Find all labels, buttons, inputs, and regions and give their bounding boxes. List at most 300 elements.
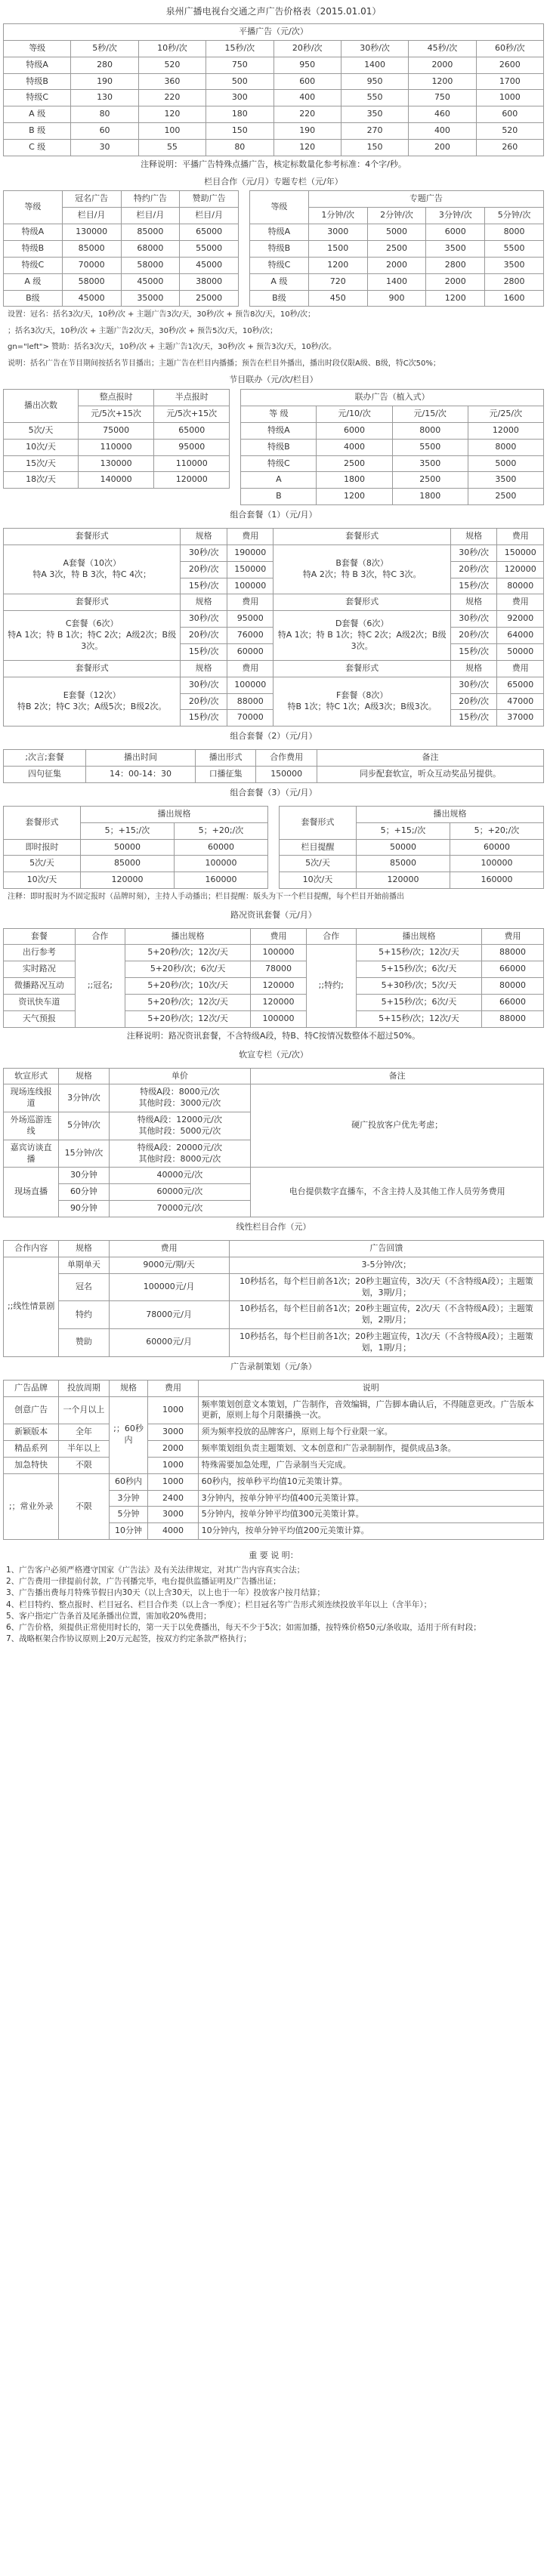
table-cell: 50000 — [356, 839, 450, 856]
table-cell: 25000 — [180, 290, 239, 307]
note-item: 6、广告价格，须提供正常使用时长的，第一天于以免费播出，每天不少于5次；如需加播，按特殊价格50元/条收取，适用于所有时段； — [6, 1623, 481, 1633]
table-row — [4, 290, 544, 307]
table-cell: 须为频率投放的品牌客户，原则上每个行业限一家。 — [198, 1424, 543, 1441]
header-cell: 费用 — [148, 1380, 198, 1396]
header-cell: 规格 — [181, 594, 227, 611]
header-cell: 说明 — [198, 1380, 543, 1396]
table-cell: 10次/天 — [4, 872, 81, 889]
package-desc: 特A 2次；特 B 3次，特C 3次。 — [302, 569, 422, 580]
table-cell: 频率策划组负责主题策划、文本创意和广告录制制作，提供成品3条。 — [198, 1441, 543, 1458]
table-cell: 100000 — [227, 578, 274, 594]
table-cell: 65000 — [497, 677, 544, 693]
table-cell: 95000 — [227, 611, 274, 628]
header-cell: 播出规格 — [125, 928, 250, 945]
table-cell: 5+20秒/次；6次/天 — [125, 961, 250, 978]
table-cell: 2500 — [468, 489, 543, 505]
table-cell: 不限 — [59, 1473, 109, 1539]
package-name: A套餐（10次） — [63, 558, 121, 569]
table-cell: 8000 — [392, 422, 468, 439]
table-cell: 150000 — [227, 561, 274, 578]
table-cell: 不限 — [59, 1457, 109, 1473]
header-cell: 等级 — [250, 191, 309, 224]
table-header-row — [4, 660, 544, 677]
table-row — [4, 73, 544, 90]
table-cell: 8000 — [485, 224, 544, 241]
table-cell: ;;特约; — [306, 945, 356, 1027]
table-cell: 5+30秒/次；5次/天 — [356, 978, 481, 995]
table-cell: 1200 — [317, 489, 392, 505]
table-cell: 85000 — [121, 224, 180, 241]
table-cell: 92000 — [497, 611, 544, 628]
header-cell: 规格 — [181, 529, 227, 545]
table-cell: 实时路况 — [4, 961, 76, 978]
table-row — [4, 240, 544, 257]
table-header-row — [4, 594, 544, 611]
table-cell: 特级C — [4, 90, 71, 106]
header-cell: 5分钟/次 — [485, 208, 544, 224]
table-cell: 190 — [274, 123, 341, 140]
table-cell: 260 — [476, 139, 543, 156]
table-cell: 冠名 — [59, 1273, 109, 1301]
table-row — [4, 611, 544, 628]
table-cell: 550 — [341, 90, 408, 106]
table-cell: 栏目提醒 — [280, 839, 357, 856]
table-cell: 150 — [206, 123, 274, 140]
header-cell: 播出规格 — [356, 806, 543, 822]
table-cell: 200 — [409, 139, 476, 156]
table-cell: 60000 — [227, 644, 274, 661]
table-cell: A — [241, 472, 317, 489]
table-cell: 特级B — [4, 73, 71, 90]
table-cell: 嘉宾访谈直播 — [4, 1140, 59, 1168]
table-cell: 400 — [274, 90, 341, 106]
section-caption: 软宣专栏（元/次） — [239, 1049, 308, 1060]
table-cell: 20秒/次 — [181, 561, 227, 578]
header-cell: 元/15/次 — [392, 406, 468, 423]
table-cell: 750 — [206, 57, 274, 73]
header-cell: 套餐形式 — [4, 660, 181, 677]
table-cell: 66000 — [482, 961, 544, 978]
table-cell: 5000 — [468, 455, 543, 472]
table-cell: 70000 — [227, 710, 274, 727]
package-table-2 — [3, 749, 544, 783]
table-cell: 450 — [308, 290, 367, 307]
table-cell: 47000 — [497, 693, 544, 710]
table-cell: 硬广投放客户优先考虑； — [251, 1084, 544, 1168]
column-cooperation-table — [3, 190, 544, 307]
table-cell: 2800 — [485, 273, 544, 290]
table-cell: 66000 — [482, 995, 544, 1011]
table-cell: 1400 — [367, 273, 426, 290]
table-cell: 15分钟/次 — [59, 1140, 109, 1168]
table-cell: 150000 — [256, 767, 317, 783]
table-cell: 8000 — [468, 439, 543, 455]
table-cell: 120 — [138, 106, 206, 123]
table-cell: 15秒/次 — [181, 578, 227, 594]
table-cell: 2400 — [148, 1490, 198, 1507]
table-cell: 180 — [206, 106, 274, 123]
table-cell: 特约 — [59, 1301, 109, 1329]
table-cell: 100000 — [251, 945, 306, 961]
section-caption: 组合套餐（2）（元/月） — [230, 731, 317, 742]
table-cell: 同步配套软宣，听众互动奖品另提供。 — [317, 767, 543, 783]
header-cell: 广告回馈 — [229, 1240, 543, 1257]
package-table-1 — [3, 528, 544, 727]
table-cell: 出行参考 — [4, 945, 76, 961]
table-cell: 30秒/次 — [450, 545, 497, 561]
table-cell: 50000 — [80, 839, 174, 856]
table-cell: 特级A — [250, 224, 309, 241]
table-cell: 720 — [308, 273, 367, 290]
table-cell: 120 — [274, 139, 341, 156]
table-row — [4, 123, 544, 140]
header-cell: 10秒/次 — [138, 40, 206, 57]
table-cell: 220 — [274, 106, 341, 123]
table-note: 注释：即时报时为不固定报时（品牌时刻），主持人手动播出；栏目提醒：版头为下一个栏目提醒，每个栏目开始前播出 — [8, 893, 404, 902]
table-cell: 30秒/次 — [181, 545, 227, 561]
table-cell: 5次/天 — [4, 422, 79, 439]
header-cell: 套餐形式 — [274, 660, 450, 677]
table-cell: 半年以上 — [59, 1441, 109, 1458]
table-cell: 3000 — [148, 1507, 198, 1523]
package-cell — [4, 677, 181, 727]
table-cell: 45000 — [62, 290, 121, 307]
header-cell: 播出规格 — [356, 928, 481, 945]
header-cell: 15秒/次 — [206, 40, 274, 57]
table-cell: 10分钟内，按单分钟平均值200元美策计算。 — [198, 1523, 543, 1540]
table-cell: 10秒括名，每个栏目前各1次；20秒主题宣传，1次/天（不含特级A段）；主题策划，1期/月； — [229, 1329, 543, 1357]
header-cell: 等级 — [4, 191, 63, 224]
table-cell: 特级C — [4, 257, 63, 273]
table-cell: A 级 — [250, 273, 309, 290]
table-cell: B级 — [4, 290, 63, 307]
table-cell: 220 — [138, 90, 206, 106]
header-cell: 播出形式 — [195, 750, 256, 767]
header-cell: 单价 — [109, 1068, 251, 1084]
table-cell: 30秒/次 — [181, 677, 227, 693]
traffic-package-table — [3, 928, 544, 1028]
table-cell: 3000 — [148, 1424, 198, 1441]
table-cell: 110000 — [154, 455, 230, 472]
package-cell — [274, 545, 450, 594]
table-cell: 88000 — [227, 693, 274, 710]
header-cell: 5秒/次 — [71, 40, 138, 57]
table-cell: 90分钟 — [59, 1201, 109, 1217]
table-cell: 1700 — [476, 73, 543, 90]
header-cell: 3分钟/次 — [426, 208, 485, 224]
table-row — [4, 545, 544, 561]
table-cell: 5+20秒/次；12次/天 — [125, 945, 250, 961]
note-item: 7、战略框架合作协议原则上20万元起签，按双方约定条款严格执行； — [6, 1634, 252, 1644]
header-cell: 播出次数 — [4, 390, 79, 423]
section-caption: 线性栏目合作（元） — [236, 1221, 311, 1232]
table-cell: 赞助 — [59, 1329, 109, 1357]
header-cell: 20秒/次 — [274, 40, 341, 57]
table-cell: 78000元/月 — [109, 1301, 229, 1329]
table-cell: 20秒/次 — [181, 628, 227, 644]
table-cell: 特级A — [4, 57, 71, 73]
header-cell: 费用 — [497, 529, 544, 545]
table-cell: 500 — [206, 73, 274, 90]
header-cell: 2分钟/次 — [367, 208, 426, 224]
table-cell: 9000元/期/天 — [109, 1257, 229, 1273]
table-cell: 30秒/次 — [181, 611, 227, 628]
header-cell: 套餐形式 — [274, 529, 450, 545]
table-note: gn="left"> 赞助：括名3次/天，10秒/次 + 主题广告1次/天，30秒/次 + 预告3次/天，10秒/次。 — [8, 343, 336, 352]
table-cell: 创意广告 — [4, 1396, 59, 1424]
table-cell: B — [241, 489, 317, 505]
header-cell: 联办广告（植入式） — [241, 390, 544, 406]
header-cell: 半点报时 — [154, 390, 230, 406]
table-cell: 2800 — [426, 257, 485, 273]
package-cell — [4, 545, 181, 594]
drama-cooperation-table — [3, 1240, 544, 1357]
table-cell: 1800 — [317, 472, 392, 489]
header-cell: 费用 — [497, 594, 544, 611]
table-cell: 15秒/次 — [450, 710, 497, 727]
table-row — [4, 139, 544, 156]
header-cell: 5；+20;/次 — [450, 822, 543, 839]
table-row — [4, 90, 544, 106]
production-table — [3, 1380, 544, 1540]
header-cell: 专题广告 — [308, 191, 543, 208]
table-cell: 100000 — [450, 856, 543, 872]
table-cell: 5+20秒/次；10次/天 — [125, 978, 250, 995]
header-cell: 软宣形式 — [4, 1068, 59, 1084]
table-cell: 2500 — [367, 240, 426, 257]
table-cell: 60000元/月 — [109, 1329, 229, 1357]
table-cell: 55000 — [180, 240, 239, 257]
table-cell: 30秒/次 — [450, 677, 497, 693]
header-cell: 费用 — [227, 594, 274, 611]
table-cell: 100 — [138, 123, 206, 140]
table-cell: 外场巡游连线 — [4, 1112, 59, 1140]
table-row — [4, 106, 544, 123]
note-item: 2、广告费用一律提前付款，广告刊播完毕，电台提供监播证明及广告播出证； — [6, 1577, 281, 1587]
header-cell: 合作 — [75, 928, 125, 945]
table-cell: 1200 — [409, 73, 476, 90]
table-row — [4, 257, 544, 273]
price-sheet — [3, 0, 544, 1646]
table-cell: 特殊需要加急处理，广告录制当天完成。 — [198, 1457, 543, 1473]
header-cell: 整点报时 — [79, 390, 154, 406]
table-cell: 280 — [71, 57, 138, 73]
table-cell: 30秒/次 — [450, 611, 497, 628]
table-caption: 平播广告（元/次） — [4, 24, 544, 41]
table-cell: 70000元/次 — [109, 1201, 251, 1217]
header-cell: 费用 — [227, 660, 274, 677]
table-cell: 2000 — [148, 1441, 198, 1458]
package-name: B套餐（8次） — [335, 558, 388, 569]
table-cell: 一个月以上 — [59, 1396, 109, 1424]
soft-promo-table — [3, 1068, 544, 1217]
header-cell: 规格 — [109, 1380, 148, 1396]
header-cell: 5；+15;/次 — [80, 822, 174, 839]
header-cell: 套餐形式 — [4, 529, 181, 545]
table-cell: 现场连线报道 — [4, 1084, 59, 1112]
table-cell: 750 — [409, 90, 476, 106]
table-cell: 100000 — [227, 677, 274, 693]
header-cell: 合作费用 — [256, 750, 317, 767]
table-cell: 20秒/次 — [450, 693, 497, 710]
table-cell: 1000 — [476, 90, 543, 106]
table-cell: 特级A段：20000元/次 其他时段：8000元/次 — [109, 1140, 251, 1168]
table-cell: 78000 — [251, 961, 306, 978]
table-cell: 1800 — [392, 489, 468, 505]
table-cell: 5次/天 — [4, 856, 81, 872]
note-item: 1、广告客户必须严格遵守国家《广告法》及有关法律规定，对其广告内容真实合法； — [6, 1566, 305, 1575]
table-cell: 5分钟 — [109, 1507, 148, 1523]
table-cell: 120000 — [154, 472, 230, 489]
table-cell: 新颖版本 — [4, 1424, 59, 1441]
header-cell: 广告品牌 — [4, 1380, 59, 1396]
notes-list — [3, 1565, 544, 1646]
table-cell: 35000 — [121, 290, 180, 307]
table-cell: 5+15秒/次；6次/天 — [356, 995, 481, 1011]
header-cell: 备注 — [317, 750, 543, 767]
table-cell: 6000 — [426, 224, 485, 241]
table-cell: ;;线性情景剧 — [4, 1257, 59, 1356]
section-caption: 栏目合作（元/月）专题专栏（元/年） — [204, 176, 343, 187]
table-cell: 76000 — [227, 628, 274, 644]
table-cell: 350 — [341, 106, 408, 123]
table-cell: 10秒括名，每个栏目前各1次；20秒主题宣传，2次/天（不含特级A段）；主题策划，2期/月； — [229, 1301, 543, 1329]
table-cell: 15秒/次 — [181, 644, 227, 661]
package-cell — [274, 611, 450, 661]
table-cell: 600 — [476, 106, 543, 123]
table-cell: 70000 — [62, 257, 121, 273]
table-cell: 360 — [138, 73, 206, 90]
table-cell: 68000 — [121, 240, 180, 257]
table-cell: 60分钟 — [59, 1184, 109, 1201]
header-cell: 45秒/次 — [409, 40, 476, 57]
header-cell: 元/5次+15次 — [79, 406, 154, 423]
table-cell: 80000 — [497, 578, 544, 594]
section-caption: 路况资讯套餐（元/月） — [230, 909, 317, 920]
table-cell: 100000 — [174, 856, 267, 872]
header-cell: 播出时间 — [86, 750, 196, 767]
table-cell: 5次/天 — [280, 856, 357, 872]
table-cell: 110000 — [79, 439, 154, 455]
package-desc: 特A 1次；特 B 1次；特C 2次；A级2次；B级3次。 — [277, 630, 447, 651]
table-cell: 120000 — [251, 995, 306, 1011]
table-cell: 1000 — [148, 1473, 198, 1490]
header-cell: 费用 — [497, 660, 544, 677]
table-cell: 口播征集 — [195, 767, 256, 783]
table-cell: 3500 — [426, 240, 485, 257]
header-cell: 栏目/月 — [62, 208, 121, 224]
header-cell: 栏目/月 — [180, 208, 239, 224]
table-cell: 即时报时 — [4, 839, 81, 856]
table-cell: 190 — [71, 73, 138, 90]
header-cell: 费用 — [109, 1240, 229, 1257]
table-cell: A 级 — [4, 273, 63, 290]
table-cell: 特级A段：8000元/次 其他时段：3000元/次 — [109, 1084, 251, 1112]
header-cell: 投放周期 — [59, 1380, 109, 1396]
table-cell: 120000 — [497, 561, 544, 578]
table-cell: 4000 — [317, 439, 392, 455]
table-cell: 3000 — [308, 224, 367, 241]
table-cell: 特级A — [241, 422, 317, 439]
table-cell: 3分钟内，按单分钟平均值400元美策计算。 — [198, 1490, 543, 1507]
table-cell: 60000 — [174, 839, 267, 856]
header-cell: 元/5次+15次 — [154, 406, 230, 423]
header-cell: ;次言;套餐 — [4, 750, 86, 767]
table-cell: 80000 — [482, 978, 544, 995]
table-cell: 30分钟 — [59, 1168, 109, 1184]
table-note: 注释说明：路况资讯套餐，不含特级A段，特B、特C按情况数整体不超过50%。 — [126, 1030, 421, 1041]
header-cell: 套餐形式 — [280, 806, 357, 839]
table-cell: 现场直播 — [4, 1168, 59, 1217]
table-cell: 10秒括名，每个栏目前各1次；20秒主题宣传，3次/天（不含特级A段）；主题策划，3期/月； — [229, 1273, 543, 1301]
table-cell: 3分钟 — [109, 1490, 148, 1507]
table-cell: 特级A段：12000元/次 其他时段：5000元/次 — [109, 1112, 251, 1140]
table-header-row — [4, 40, 544, 57]
table-cell: 单期单天 — [59, 1257, 109, 1273]
table-cell: 100000元/月 — [109, 1273, 229, 1301]
table-cell: 20秒/次 — [450, 628, 497, 644]
table-cell: 5+15秒/次；12次/天 — [356, 1010, 481, 1027]
table-cell: 10次/天 — [280, 872, 357, 889]
table-cell: 1000 — [148, 1457, 198, 1473]
table-cell: 60000元/次 — [109, 1184, 251, 1201]
table-cell: 3500 — [392, 455, 468, 472]
table-cell: 精品系列 — [4, 1441, 59, 1458]
table-note: ；括名3次/天，10秒/次 + 主题广告2次/天，30秒/次 + 预告5次/天，10秒/次； — [8, 326, 277, 335]
table-cell: 5+15秒/次；6次/天 — [356, 961, 481, 978]
header-cell: 60秒/次 — [476, 40, 543, 57]
table-cell: 460 — [409, 106, 476, 123]
table-cell: 加急特快 — [4, 1457, 59, 1473]
header-cell: 规格 — [450, 594, 497, 611]
table-cell: 520 — [476, 123, 543, 140]
table-cell: 140000 — [79, 472, 154, 489]
table-cell: 75000 — [79, 422, 154, 439]
table-cell: B 级 — [4, 123, 71, 140]
table-cell: 950 — [274, 57, 341, 73]
header-cell: 冠名广告 — [62, 191, 121, 208]
header-cell: 30秒/次 — [341, 40, 408, 57]
package-desc: 特B 1次；特C 1次；A级3次；B级3次。 — [287, 701, 437, 711]
table-cell: A 级 — [4, 106, 71, 123]
table-row — [4, 945, 544, 961]
table-cell: 资讯快车道 — [4, 995, 76, 1011]
header-cell: 5；+20;/次 — [174, 822, 267, 839]
table-cell: 120000 — [356, 872, 450, 889]
table-cell: 1200 — [426, 290, 485, 307]
header-cell: 备注 — [251, 1068, 544, 1084]
header-cell: 1分钟/次 — [308, 208, 367, 224]
header-cell: 费用 — [227, 529, 274, 545]
table-cell: 3500 — [485, 257, 544, 273]
table-cell: 全年 — [59, 1424, 109, 1441]
note-item: 4、栏目特约、整点报时、栏目冠名、栏目合作类（以上含一季度）；栏目冠名等广告形式须连续投放半年以上（含半年）； — [6, 1600, 432, 1609]
table-cell: 40000元/次 — [109, 1168, 251, 1184]
table-cell: 130000 — [79, 455, 154, 472]
table-cell: 6000 — [317, 422, 392, 439]
package-name: E套餐（12次） — [63, 690, 121, 701]
header-cell: 套餐形式 — [274, 594, 450, 611]
table-cell: 5+20秒/次；12次/天 — [125, 1010, 250, 1027]
section-caption: 节目联办（元/次/栏目） — [229, 375, 318, 385]
table-cell: 60秒内，按单秒平均值10元美策计算。 — [198, 1473, 543, 1490]
table-cell: ;；常业外录 — [4, 1473, 59, 1539]
table-cell: 特级C — [241, 455, 317, 472]
header-cell: 套餐 — [4, 928, 76, 945]
table-note: 说明：括名广告在节目期间按括名节目播出；主题广告在栏目内播播；预告在栏目外播出，播出时段仅限A级、B级，特C次50%； — [8, 359, 440, 368]
table-cell: 3-5分钟/次； — [229, 1257, 543, 1273]
header-cell: 元/25/次 — [468, 406, 543, 423]
